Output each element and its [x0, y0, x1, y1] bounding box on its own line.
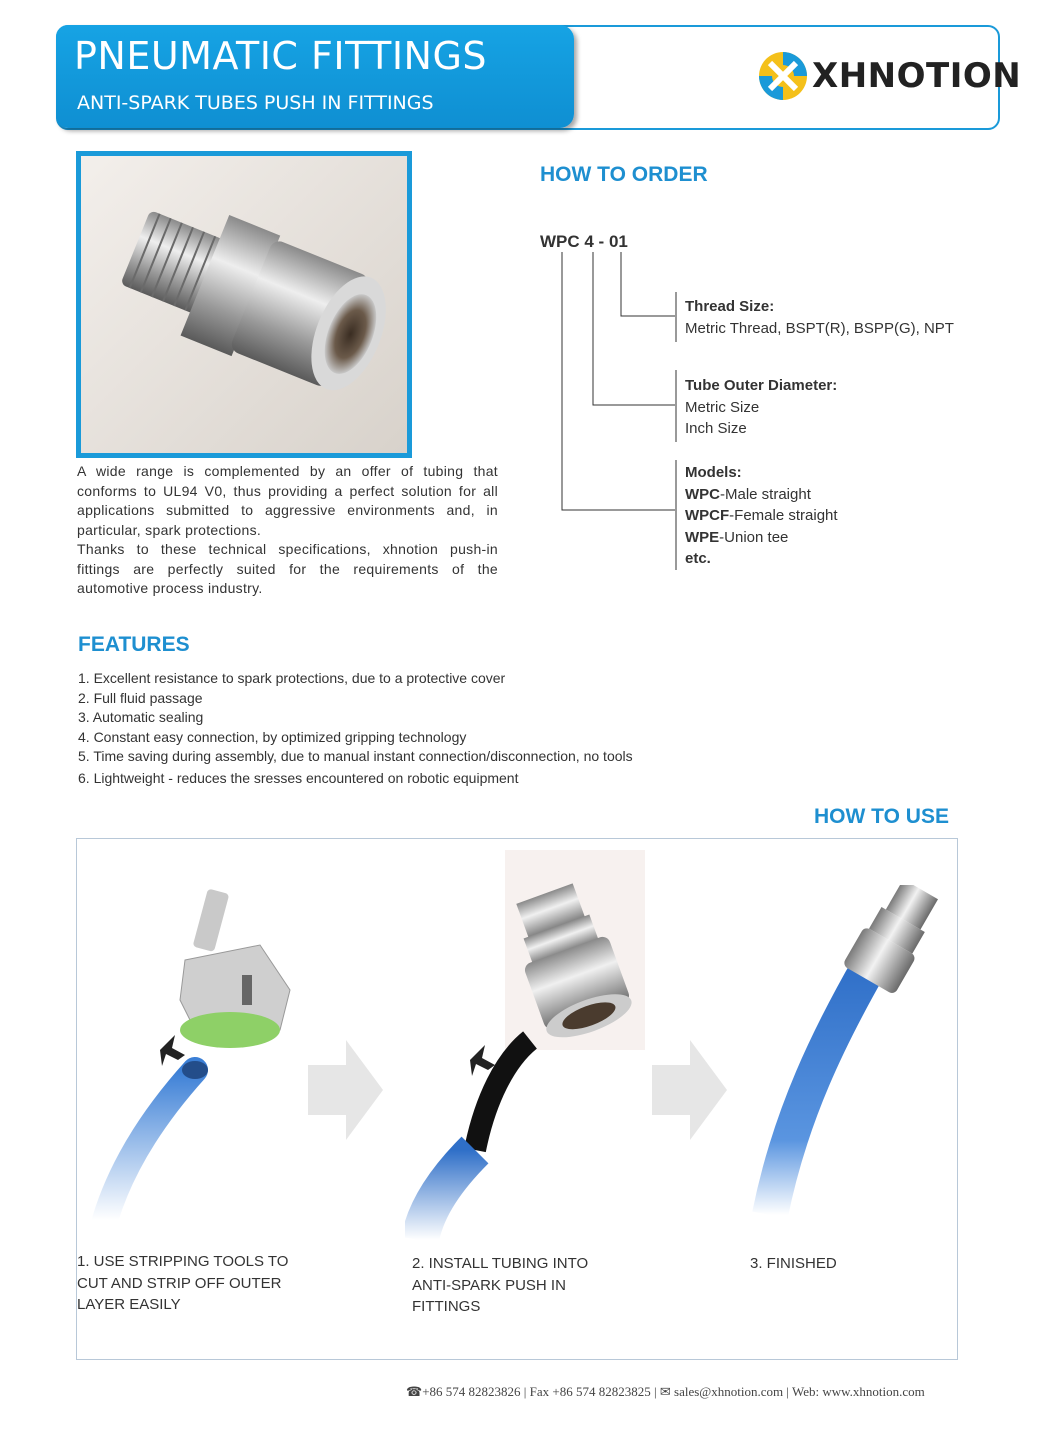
how-to-order-heading: HOW TO ORDER	[540, 163, 708, 186]
brand-logo-text: XHNOTION	[812, 56, 1022, 96]
model-item	[685, 505, 838, 527]
order-code-brackets	[556, 252, 681, 572]
model-item	[685, 527, 838, 549]
features-list	[78, 669, 633, 788]
product-photo	[76, 151, 412, 458]
models-block	[685, 462, 838, 570]
brand-logo-icon	[756, 49, 812, 103]
feature-item: 1. Excellent resistance to spark protections, due to a protective cover	[78, 670, 506, 686]
feature-item: 3. Automatic sealing	[78, 709, 204, 725]
fitting-photo-icon	[81, 156, 407, 453]
tube-diameter-heading: Tube Outer Diameter:	[685, 377, 838, 394]
footer-web[interactable]: Web: www.xhnotion.com	[792, 1384, 925, 1399]
step-3-label	[750, 1253, 837, 1275]
intro-text	[77, 462, 498, 599]
thread-size-heading: Thread Size:	[685, 298, 775, 315]
step-2-line: FITTINGS	[412, 1298, 481, 1315]
features-heading: FEATURES	[78, 633, 190, 656]
model-desc: -Female straight	[729, 507, 838, 524]
footer-divider: |	[786, 1384, 792, 1399]
footer-email[interactable]: sales@xhnotion.com	[674, 1384, 784, 1399]
step-2-line: ANTI-SPARK PUSH IN	[412, 1276, 566, 1294]
thread-size-options: Metric Thread, BSPT(R), BSPP(G), NPT	[685, 319, 954, 337]
intro-paragraph-1: A wide range is complemented by an offer of tubing that conforms to UL94 V0, thus providing a perfect solution for all applications submitted to aggressive environments and, in particular, spark protections.	[77, 463, 498, 538]
step-2-label	[412, 1253, 588, 1318]
step-3-line: 3. FINISHED	[750, 1255, 837, 1272]
intro-paragraph-2: Thanks to these technical specifications, xhnotion push-in fittings are perfectly suited for the requirements of the automotive process industry.	[77, 541, 498, 596]
footer-divider: |	[654, 1384, 660, 1399]
model-desc: -Union tee	[719, 528, 789, 546]
finished-assembly-icon	[730, 885, 960, 1225]
step-1-line: 1. USE STRIPPING TOOLS TO	[77, 1253, 289, 1270]
footer-divider: |	[523, 1384, 530, 1399]
step-2-line: 2. INSTALL TUBING INTO	[412, 1255, 589, 1272]
model-code: WPC	[685, 485, 720, 503]
order-code: WPC 4 - 01	[540, 232, 628, 251]
tube-diameter-inch: Inch Size	[685, 420, 747, 437]
feature-item: 4. Constant easy connection, by optimized gripping technology	[78, 728, 467, 745]
page-subtitle: ANTI-SPARK TUBES PUSH IN FITTINGS	[77, 92, 434, 114]
tube-diameter-metric: Metric Size	[685, 398, 760, 416]
step-1-label	[77, 1251, 288, 1316]
feature-item: 5. Time saving during assembly, due to manual instant connection/disconnection, no tools	[78, 748, 633, 764]
stripping-tool-icon	[90, 880, 320, 1230]
thread-size-block	[685, 296, 954, 339]
model-code: WPCF	[685, 507, 730, 524]
install-tubing-icon	[405, 850, 665, 1240]
model-code: WPE	[685, 528, 720, 546]
step-arrow-icon	[652, 1040, 727, 1140]
email-icon: ✉	[659, 1384, 671, 1399]
model-desc: -Male straight	[720, 485, 811, 503]
footer-phone: +86 574 82823826	[422, 1384, 521, 1399]
step-arrow-icon	[308, 1040, 383, 1140]
model-item	[685, 484, 838, 506]
models-etc: etc.	[685, 550, 711, 567]
feature-item: 2. Full fluid passage	[78, 689, 203, 706]
footer-contact	[406, 1384, 925, 1400]
footer-fax: Fax +86 574 82823825	[529, 1384, 651, 1399]
phone-icon: ☎	[406, 1384, 423, 1399]
models-heading: Models:	[685, 464, 742, 481]
step-1-line: CUT AND STRIP OFF OUTER	[77, 1274, 282, 1292]
tube-diameter-block	[685, 375, 837, 440]
how-to-use-heading: HOW TO USE	[814, 805, 949, 828]
page-title: PNEUMATIC FITTINGS	[74, 34, 488, 78]
feature-item: 6. Lightweight - reduces the sresses encountered on robotic equipment	[78, 769, 519, 786]
step-1-line: LAYER EASILY	[77, 1296, 181, 1313]
